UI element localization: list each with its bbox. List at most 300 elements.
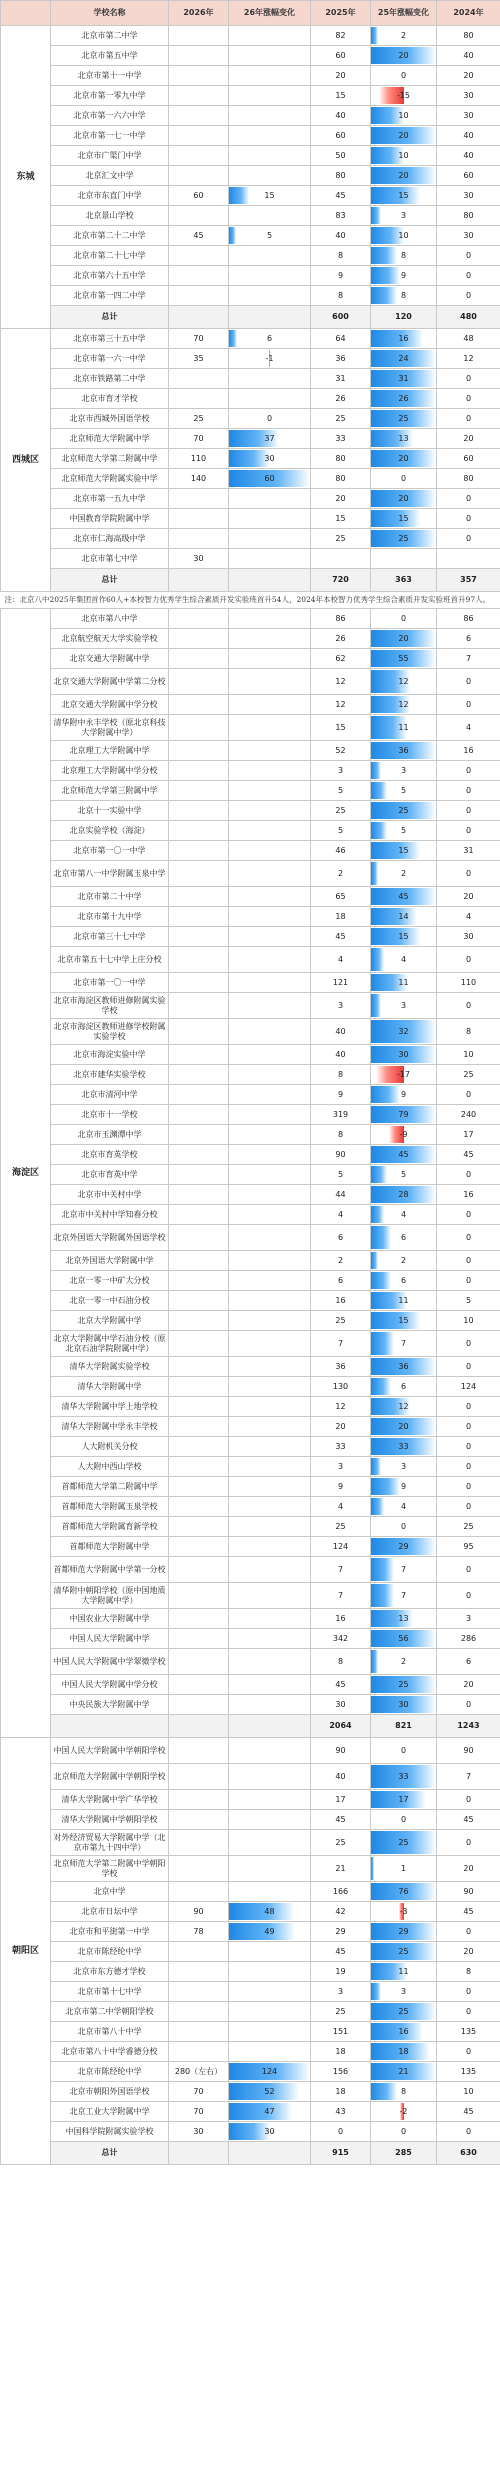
school-name: 人大附中西山学校 bbox=[51, 1457, 169, 1477]
value-2026 bbox=[169, 761, 229, 781]
value-2024: 0 bbox=[437, 2122, 500, 2142]
change-value: 0 bbox=[266, 413, 273, 423]
value-2025: 3 bbox=[311, 761, 371, 781]
total-2026-change bbox=[229, 306, 311, 329]
change-2026 bbox=[229, 1065, 311, 1085]
value-2026 bbox=[169, 1331, 229, 1357]
table-row bbox=[1, 2022, 500, 2042]
change-bar bbox=[371, 782, 387, 799]
value-2025: 2 bbox=[311, 861, 371, 887]
value-2026: 78 bbox=[169, 1922, 229, 1942]
value-2025: 6 bbox=[311, 1271, 371, 1291]
table-row bbox=[1, 2122, 500, 2142]
value-2026 bbox=[169, 2042, 229, 2062]
change-2026 bbox=[229, 2002, 311, 2022]
change-value: 16 bbox=[398, 2026, 409, 2036]
total-label: 总计 bbox=[51, 2142, 169, 2165]
value-2026 bbox=[169, 927, 229, 947]
value-2024: 45 bbox=[437, 1902, 500, 1922]
value-2024: 0 bbox=[437, 1497, 500, 1517]
value-2024: 240 bbox=[437, 1105, 500, 1125]
value-2024: 0 bbox=[437, 266, 500, 286]
value-2025: 12 bbox=[311, 695, 371, 715]
change-bar bbox=[371, 928, 420, 945]
value-2024: 124 bbox=[437, 1377, 500, 1397]
change-bar bbox=[371, 27, 378, 44]
value-2026 bbox=[169, 1962, 229, 1982]
value-2024: 6 bbox=[437, 1649, 500, 1675]
change-2025 bbox=[371, 1537, 437, 1557]
change-2026 bbox=[229, 1922, 311, 1942]
change-2026 bbox=[229, 1417, 311, 1437]
change-2026 bbox=[229, 1185, 311, 1205]
change-2026 bbox=[229, 2022, 311, 2042]
change-value: 4 bbox=[400, 954, 407, 964]
change-value: 5 bbox=[400, 1169, 407, 1179]
change-value: 8 bbox=[400, 2086, 407, 2096]
change-2025 bbox=[371, 1882, 437, 1902]
change-bar bbox=[371, 1478, 400, 1495]
value-2025: 36 bbox=[311, 349, 371, 369]
value-2024: 10 bbox=[437, 1045, 500, 1065]
table-row bbox=[1, 1085, 500, 1105]
change-value: 25 bbox=[398, 1837, 409, 1847]
change-2025 bbox=[371, 1583, 437, 1609]
change-2025 bbox=[371, 429, 437, 449]
total-2026 bbox=[169, 569, 229, 592]
change-2026 bbox=[229, 1271, 311, 1291]
value-2026 bbox=[169, 1397, 229, 1417]
change-bar bbox=[371, 1332, 394, 1355]
total-2024: 357 bbox=[437, 569, 500, 592]
value-2025: 7 bbox=[311, 1557, 371, 1583]
change-2026 bbox=[229, 429, 311, 449]
table-row bbox=[1, 146, 500, 166]
value-2026 bbox=[169, 1695, 229, 1715]
value-2026 bbox=[169, 2022, 229, 2042]
change-value: 4 bbox=[400, 1501, 407, 1511]
change-2025 bbox=[371, 1065, 437, 1085]
change-2025 bbox=[371, 669, 437, 695]
change-bar bbox=[371, 1206, 384, 1223]
value-2026 bbox=[169, 1225, 229, 1251]
table-row bbox=[1, 887, 500, 907]
school-name: 北京景山学校 bbox=[51, 206, 169, 226]
value-2024: 0 bbox=[437, 669, 500, 695]
change-value: 15 bbox=[398, 845, 409, 855]
value-2025: 0 bbox=[311, 2122, 371, 2142]
value-2025: 21 bbox=[311, 1856, 371, 1882]
change-value: 9 bbox=[400, 1089, 407, 1099]
change-2025 bbox=[371, 1019, 437, 1045]
change-2025 bbox=[371, 1856, 437, 1882]
change-2025 bbox=[371, 715, 437, 741]
value-2024: 10 bbox=[437, 1311, 500, 1331]
value-2025: 3 bbox=[311, 1457, 371, 1477]
total-label: 总计 bbox=[51, 569, 169, 592]
school-name: 首都师范大学第二附属中学 bbox=[51, 1477, 169, 1497]
change-2026 bbox=[229, 1019, 311, 1045]
table-row bbox=[1, 1517, 500, 1537]
school-name: 北京市朝阳外国语学校 bbox=[51, 2082, 169, 2102]
change-2025 bbox=[371, 2082, 437, 2102]
table-row bbox=[1, 741, 500, 761]
change-2026 bbox=[229, 801, 311, 821]
value-2025: 33 bbox=[311, 1437, 371, 1457]
value-2026 bbox=[169, 1517, 229, 1537]
value-2026: 140 bbox=[169, 469, 229, 489]
value-2026 bbox=[169, 1457, 229, 1477]
change-2025 bbox=[371, 1085, 437, 1105]
value-2025: 5 bbox=[311, 821, 371, 841]
change-2025 bbox=[371, 1695, 437, 1715]
table-row bbox=[1, 186, 500, 206]
school-name: 北京师范大学第三附属中学 bbox=[51, 781, 169, 801]
value-2024: 0 bbox=[437, 1477, 500, 1497]
value-2024: 0 bbox=[437, 409, 500, 429]
table-row bbox=[1, 1145, 500, 1165]
value-2026 bbox=[169, 669, 229, 695]
change-2026 bbox=[229, 1397, 311, 1417]
value-2026: 70 bbox=[169, 329, 229, 349]
table-row bbox=[1, 1125, 500, 1145]
value-2026 bbox=[169, 649, 229, 669]
change-value: 12 bbox=[398, 1401, 409, 1411]
change-value: 2 bbox=[400, 1255, 407, 1265]
change-bar bbox=[229, 1923, 295, 1940]
value-2025: 4 bbox=[311, 1205, 371, 1225]
change-2025 bbox=[371, 26, 437, 46]
change-bar bbox=[371, 822, 387, 839]
change-bar bbox=[371, 842, 420, 859]
table-row bbox=[1, 1311, 500, 1331]
value-2025: 82 bbox=[311, 26, 371, 46]
value-2024: 60 bbox=[437, 166, 500, 186]
school-name: 北京市中关村中学 bbox=[51, 1185, 169, 1205]
value-2026 bbox=[169, 489, 229, 509]
value-2025: 80 bbox=[311, 166, 371, 186]
value-2026 bbox=[169, 1417, 229, 1437]
table-row bbox=[1, 2002, 500, 2022]
school-name: 首都师范大学附属玉泉学校 bbox=[51, 1497, 169, 1517]
change-2025 bbox=[371, 649, 437, 669]
value-2026 bbox=[169, 1830, 229, 1856]
change-value: 36 bbox=[398, 1361, 409, 1371]
value-2026: 90 bbox=[169, 1902, 229, 1922]
header-row bbox=[1, 1, 500, 26]
table-row bbox=[1, 226, 500, 246]
change-2026 bbox=[229, 146, 311, 166]
school-name: 北京市日坛中学 bbox=[51, 1902, 169, 1922]
school-name: 北京大学附属中学石油分校（原北京石油学院附属中学） bbox=[51, 1331, 169, 1357]
school-name: 北京市第八中学 bbox=[51, 609, 169, 629]
value-2025: 25 bbox=[311, 801, 371, 821]
value-2025: 52 bbox=[311, 741, 371, 761]
change-2026 bbox=[229, 489, 311, 509]
value-2026 bbox=[169, 947, 229, 973]
school-name: 北京市海淀实验中学 bbox=[51, 1045, 169, 1065]
value-2026 bbox=[169, 1205, 229, 1225]
value-2025: 18 bbox=[311, 2042, 371, 2062]
change-2025 bbox=[371, 286, 437, 306]
value-2026 bbox=[169, 1271, 229, 1291]
value-2025: 6 bbox=[311, 1225, 371, 1251]
change-2025 bbox=[371, 1477, 437, 1497]
value-2026 bbox=[169, 1145, 229, 1165]
header-2026-change: 26年涨幅变化 bbox=[229, 1, 311, 26]
value-2024: 80 bbox=[437, 469, 500, 489]
change-2025 bbox=[371, 1105, 437, 1125]
value-2026 bbox=[169, 695, 229, 715]
value-2024: 0 bbox=[437, 801, 500, 821]
change-2025 bbox=[371, 66, 437, 86]
value-2024: 0 bbox=[437, 1165, 500, 1185]
value-2024: 80 bbox=[437, 26, 500, 46]
change-value: 45 bbox=[398, 891, 409, 901]
change-2025 bbox=[371, 226, 437, 246]
school-name: 北京市第八十中学 bbox=[51, 2022, 169, 2042]
change-2025 bbox=[371, 1397, 437, 1417]
table-row bbox=[1, 1105, 500, 1125]
value-2026: 35 bbox=[169, 349, 229, 369]
value-2025: 20 bbox=[311, 1417, 371, 1437]
table-row bbox=[1, 1738, 500, 1764]
change-bar bbox=[371, 994, 381, 1017]
change-2025 bbox=[371, 841, 437, 861]
change-2025 bbox=[371, 1311, 437, 1331]
table-row bbox=[1, 2102, 500, 2122]
value-2024: 0 bbox=[437, 489, 500, 509]
value-2024: 0 bbox=[437, 2002, 500, 2022]
change-2026 bbox=[229, 1962, 311, 1982]
change-2025 bbox=[371, 927, 437, 947]
change-2025 bbox=[371, 1962, 437, 1982]
value-2026 bbox=[169, 1609, 229, 1629]
value-2025: 151 bbox=[311, 2022, 371, 2042]
table-row bbox=[1, 907, 500, 927]
value-2026 bbox=[169, 26, 229, 46]
change-2025 bbox=[371, 246, 437, 266]
value-2024: 0 bbox=[437, 761, 500, 781]
change-2025 bbox=[371, 1649, 437, 1675]
total-2026-change bbox=[229, 1715, 311, 1738]
value-2026 bbox=[169, 861, 229, 887]
value-2025: 50 bbox=[311, 146, 371, 166]
table-row bbox=[1, 1695, 500, 1715]
school-name: 北京市西城外国语学校 bbox=[51, 409, 169, 429]
total-row bbox=[1, 306, 500, 329]
school-name: 北京师范大学附属实验中学 bbox=[51, 469, 169, 489]
value-2024: 16 bbox=[437, 1185, 500, 1205]
change-value: 25 bbox=[398, 805, 409, 815]
change-value: 52 bbox=[264, 2086, 275, 2096]
change-2025 bbox=[371, 126, 437, 146]
change-2025 bbox=[371, 1331, 437, 1357]
value-2026 bbox=[169, 206, 229, 226]
school-name: 北京市第五中学 bbox=[51, 46, 169, 66]
change-2026 bbox=[229, 887, 311, 907]
school-name: 北京市第一六六中学 bbox=[51, 106, 169, 126]
total-2024: 480 bbox=[437, 306, 500, 329]
value-2025: 40 bbox=[311, 226, 371, 246]
value-2025: 90 bbox=[311, 1738, 371, 1764]
table-row bbox=[1, 1764, 500, 1790]
change-value: 5 bbox=[400, 785, 407, 795]
value-2026 bbox=[169, 166, 229, 186]
district-label: 海淀区 bbox=[1, 609, 51, 1738]
school-name: 北京市育英学校 bbox=[51, 1145, 169, 1165]
change-2026 bbox=[229, 2062, 311, 2082]
value-2024: 95 bbox=[437, 1537, 500, 1557]
value-2026 bbox=[169, 1085, 229, 1105]
school-name: 北京师范大学附属中学 bbox=[51, 429, 169, 449]
value-2026 bbox=[169, 86, 229, 106]
change-2026 bbox=[229, 609, 311, 629]
change-value: 7 bbox=[400, 1338, 407, 1348]
value-2026 bbox=[169, 246, 229, 266]
school-name: 北京市清河中学 bbox=[51, 1085, 169, 1105]
change-2025 bbox=[371, 266, 437, 286]
value-2025: 65 bbox=[311, 887, 371, 907]
change-2025 bbox=[371, 369, 437, 389]
value-2026 bbox=[169, 286, 229, 306]
change-2026 bbox=[229, 1457, 311, 1477]
table-row bbox=[1, 1045, 500, 1065]
value-2025: 26 bbox=[311, 629, 371, 649]
change-2025 bbox=[371, 1165, 437, 1185]
value-2025: 43 bbox=[311, 2102, 371, 2122]
change-value: 37 bbox=[264, 433, 275, 443]
total-2025: 915 bbox=[311, 2142, 371, 2165]
school-name: 北京市第五十七中学上庄分校 bbox=[51, 947, 169, 973]
table-row bbox=[1, 1902, 500, 1922]
table-row bbox=[1, 409, 500, 429]
value-2025: 42 bbox=[311, 1902, 371, 1922]
value-2025: 7 bbox=[311, 1331, 371, 1357]
value-2025: 83 bbox=[311, 206, 371, 226]
total-2026 bbox=[169, 306, 229, 329]
total-2024: 630 bbox=[437, 2142, 500, 2165]
change-2025 bbox=[371, 509, 437, 529]
table-row bbox=[1, 329, 500, 349]
value-2024: 60 bbox=[437, 449, 500, 469]
total-row bbox=[1, 1715, 500, 1738]
value-2025: 86 bbox=[311, 609, 371, 629]
change-bar bbox=[371, 1378, 391, 1395]
value-2026: 45 bbox=[169, 226, 229, 246]
value-2025: 20 bbox=[311, 489, 371, 509]
school-name: 北京市第一七一中学 bbox=[51, 126, 169, 146]
change-value: 76 bbox=[398, 1886, 409, 1896]
school-name: 北京市第三十七中学 bbox=[51, 927, 169, 947]
change-bar bbox=[371, 762, 381, 779]
change-2025 bbox=[371, 1902, 437, 1922]
change-value: -17 bbox=[396, 1069, 411, 1079]
value-2024: 40 bbox=[437, 126, 500, 146]
change-2025 bbox=[371, 1609, 437, 1629]
value-2024: 0 bbox=[437, 1437, 500, 1457]
change-2025 bbox=[371, 1982, 437, 2002]
school-name: 北京市陈经纶中学 bbox=[51, 1942, 169, 1962]
change-value: 60 bbox=[264, 473, 275, 483]
change-value: 2 bbox=[400, 868, 407, 878]
value-2024: 0 bbox=[437, 781, 500, 801]
table-row bbox=[1, 1557, 500, 1583]
change-bar bbox=[371, 1458, 381, 1475]
change-2025 bbox=[371, 1205, 437, 1225]
change-2026 bbox=[229, 529, 311, 549]
table-row bbox=[1, 1377, 500, 1397]
change-2026 bbox=[229, 126, 311, 146]
header-2025: 2025年 bbox=[311, 1, 371, 26]
table-row bbox=[1, 2042, 500, 2062]
change-bar bbox=[371, 2023, 423, 2040]
change-bar bbox=[371, 1272, 391, 1289]
change-2025 bbox=[371, 993, 437, 1019]
change-bar bbox=[371, 908, 417, 925]
change-2025 bbox=[371, 629, 437, 649]
change-2026 bbox=[229, 46, 311, 66]
change-value: 3 bbox=[400, 1986, 407, 1996]
change-bar bbox=[229, 227, 236, 244]
change-bar bbox=[371, 862, 378, 885]
school-name: 清华大学附属中学 bbox=[51, 1377, 169, 1397]
change-2025 bbox=[371, 1437, 437, 1457]
change-2025 bbox=[371, 609, 437, 629]
value-2024: 0 bbox=[437, 1457, 500, 1477]
value-2026 bbox=[169, 1019, 229, 1045]
value-2024: 0 bbox=[437, 529, 500, 549]
change-2026 bbox=[229, 1497, 311, 1517]
change-value: -3 bbox=[399, 1906, 408, 1916]
school-name: 北京市第一零九中学 bbox=[51, 86, 169, 106]
value-2025: 44 bbox=[311, 1185, 371, 1205]
table-row bbox=[1, 206, 500, 226]
value-2024: 30 bbox=[437, 927, 500, 947]
school-name: 北京交通大学附属中学分校 bbox=[51, 695, 169, 715]
school-name: 北京市十一学校 bbox=[51, 1105, 169, 1125]
change-2026 bbox=[229, 329, 311, 349]
table-row bbox=[1, 66, 500, 86]
change-2025 bbox=[371, 761, 437, 781]
school-name: 北京市陈经纶中学 bbox=[51, 2062, 169, 2082]
value-2025: 25 bbox=[311, 1517, 371, 1537]
table-row bbox=[1, 1397, 500, 1417]
value-2024: 4 bbox=[437, 715, 500, 741]
value-2025: 16 bbox=[311, 1609, 371, 1629]
change-bar bbox=[371, 1498, 384, 1515]
change-2025 bbox=[371, 106, 437, 126]
value-2025: 15 bbox=[311, 715, 371, 741]
value-2026 bbox=[169, 1377, 229, 1397]
change-2025 bbox=[371, 1675, 437, 1695]
value-2024: 0 bbox=[437, 2042, 500, 2062]
value-2026 bbox=[169, 369, 229, 389]
value-2024: 0 bbox=[437, 389, 500, 409]
change-bar bbox=[371, 1086, 400, 1103]
school-name: 北京市海淀区教师进修学校附属实验学校 bbox=[51, 1019, 169, 1045]
change-value: 11 bbox=[398, 977, 409, 987]
change-2026 bbox=[229, 369, 311, 389]
total-2024: 1243 bbox=[437, 1715, 500, 1738]
school-name: 北京市第一五九中学 bbox=[51, 489, 169, 509]
change-2026 bbox=[229, 1477, 311, 1497]
change-2026 bbox=[229, 1557, 311, 1583]
change-2026 bbox=[229, 1045, 311, 1065]
value-2026: 110 bbox=[169, 449, 229, 469]
table-row bbox=[1, 1251, 500, 1271]
value-2024: 40 bbox=[437, 146, 500, 166]
